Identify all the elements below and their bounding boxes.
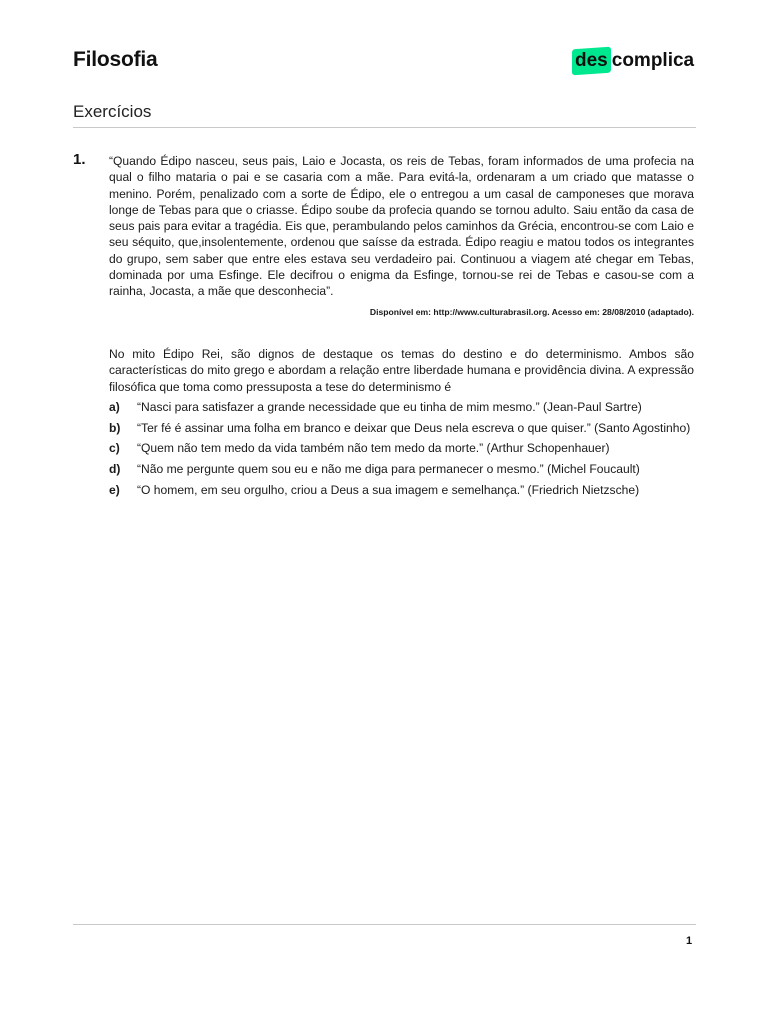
section-divider (73, 127, 696, 128)
footer-divider (73, 924, 696, 925)
logo-highlight (572, 47, 611, 76)
answer-option-c[interactable] (109, 440, 694, 456)
option-text: “O homem, em seu orgulho, criou a Deus a sua imagem e semelhança.” (Friedrich Nietzsche) (137, 482, 640, 497)
question-number: 1. (73, 151, 86, 168)
option-letter: d) (109, 462, 121, 477)
descomplica-logo (572, 46, 694, 76)
question-passage: “Quando Édipo nasceu, seus pais, Laio e Jocasta, os reis de Tebas, foram informados de uma profecia na qual o filho mataria o pai e se casaria com a mãe. Para evitá-la, ordenaram a um criado que matasse o menino. Porém, penalizado com a sorte de Édipo, ele o entregou a um casal de camponeses que morava longe de Tebas para que o criasse. Édipo soube da profecia quando se tornou adulto. Saiu então da casa de seus pais para evitar a tragédia. Eis que, perambulando pelos caminhos da Grécia, encontrou-se com Laio e seu séquito, que,insolentemente, ordenou que saísse da estrada. Édipo reagiu e matou todos os integrantes do grupo, sem saber que entre eles estava seu verdadeiro pai. Continuou a viagem até chegar em Tebas, dominada por uma Esfinge. Ele decifrou o enigma da Esfinge, tornou-se rei de Tebas e casou-se com a rainha, Jocasta, a mãe que desconhecia”. (109, 154, 694, 299)
option-text: “Nasci para satisfazer a grande necessidade que eu tinha de mim mesmo.” (Jean-Paul Sartre) (137, 400, 642, 414)
option-text: “Ter fé é assinar uma folha em branco e deixar que Deus nela escreva o que quiser.” (Santo Agostinho) (137, 420, 691, 435)
option-letter: b) (109, 420, 121, 435)
answer-option-a[interactable] (109, 399, 694, 415)
option-text: “Quem não tem medo da vida também não tem medo da morte.” (Arthur Schopenhauer) (137, 441, 610, 456)
answer-option-b[interactable] (109, 420, 694, 436)
option-letter: e) (109, 482, 120, 497)
page-number: 1 (686, 935, 693, 947)
option-letter: c) (109, 441, 120, 456)
answer-option-d[interactable] (109, 461, 694, 477)
option-letter: a) (109, 400, 120, 414)
answer-option-e[interactable] (109, 482, 694, 498)
passage-source: Disponível em: http://www.culturabrasil.org. Acesso em: 28/08/2010 (adaptado). (369, 307, 694, 317)
logo-text-part1: des (575, 50, 608, 71)
question-prompt: No mito Édipo Rei, são dignos de destaque os temas do destino e do determinismo. Ambos são características do mito grego e abordam a relação entre liberdade humana e providência divina. A expressão filosófica que toma como pressuposta a tese do determinismo é (109, 347, 694, 394)
logo-text-part2: complica (611, 50, 695, 71)
page-subject-title: Filosofia (73, 48, 158, 71)
option-text: “Não me pergunte quem sou eu e não me diga para permanecer o mesmo.” (Michel Foucault) (137, 462, 640, 477)
section-title: Exercícios (73, 102, 152, 121)
answer-options (109, 399, 694, 502)
